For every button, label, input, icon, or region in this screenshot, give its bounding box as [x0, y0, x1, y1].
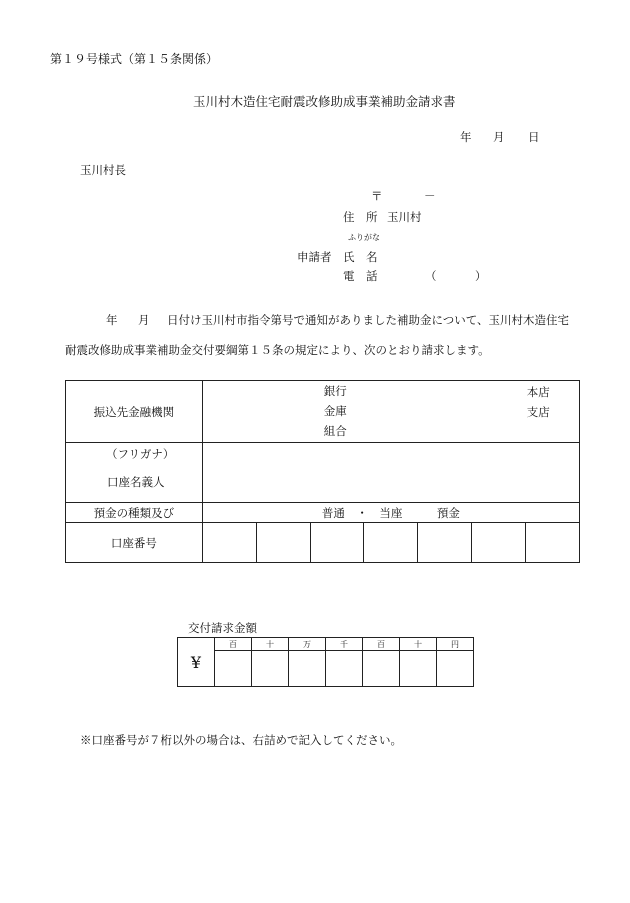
digit-header-label: 万	[303, 639, 311, 649]
bank-name-cell[interactable]	[202, 381, 579, 443]
bank-label-cell	[66, 381, 203, 443]
body-line2: 耐震改修助成事業補助金交付要綱第１５条の規定により、次のとおり請求します。	[65, 343, 490, 357]
address-value: 玉川村	[387, 210, 422, 224]
date-month: 月	[493, 130, 505, 144]
postal-mark: 〒	[371, 189, 383, 203]
branch-type-main: 本店	[526, 385, 550, 399]
addressee: 玉川村長	[80, 163, 126, 177]
digit-header-hyaku-man	[215, 638, 252, 651]
body-line1: 日付け玉川村市指令第号で通知がありました補助金について、玉川村木造住宅	[167, 313, 570, 327]
account-digit-cell[interactable]	[472, 523, 526, 563]
account-digit-cell[interactable]	[364, 523, 418, 563]
address-label: 住 所	[343, 210, 378, 224]
digit-header-sen	[326, 638, 363, 651]
branch-type-branch: 支店	[526, 405, 550, 419]
digit-header-juu-man	[252, 638, 289, 651]
body-month: 月	[138, 313, 150, 327]
document-title: 玉川村木造住宅耐震改修助成事業補助金請求書	[193, 94, 456, 109]
digit-header-en	[437, 638, 474, 651]
account-number-note: ※口座番号が７桁以外の場合は、右詰めで記入してください。	[80, 733, 402, 747]
amount-table	[177, 637, 474, 687]
postal-dash: －	[424, 189, 436, 203]
deposit-types: 普通 ・ 当座 預金	[321, 505, 460, 520]
phone-paren-open: （	[425, 269, 437, 283]
bank-type-shinkin: 金庫	[323, 404, 347, 418]
deposit-label: 預金の種類及び	[93, 505, 175, 520]
amount-digit-cell[interactable]	[326, 651, 363, 687]
bank-label: 振込先金融機関	[93, 404, 175, 419]
account-digit-cell[interactable]	[418, 523, 472, 563]
yen-sign: ¥	[190, 652, 202, 672]
account-label: 口座番号	[110, 535, 157, 550]
form-number: 第１９号様式（第１５条関係）	[50, 52, 219, 66]
bank-info-table	[65, 380, 580, 563]
digit-header-label: 百	[377, 639, 385, 649]
deposit-types-cell[interactable]	[202, 503, 579, 523]
deposit-label-cell	[66, 503, 203, 523]
furigana-label: ふりがな	[348, 233, 380, 242]
digit-header-label: 千	[340, 639, 348, 649]
account-label-cell	[66, 523, 203, 563]
date-day: 日	[528, 130, 540, 144]
phone-label: 電 話	[343, 269, 378, 283]
holder-label: 口座名義人	[107, 475, 165, 489]
date-year: 年	[460, 130, 472, 144]
digit-header-man	[289, 638, 326, 651]
holder-name-cell[interactable]	[202, 443, 579, 503]
amount-label: 交付請求金額	[188, 621, 257, 635]
amount-digit-cell[interactable]	[400, 651, 437, 687]
account-digit-cell[interactable]	[202, 523, 256, 563]
amount-digit-cell[interactable]	[215, 651, 252, 687]
name-label: 氏 名	[343, 250, 378, 264]
account-digit-cell[interactable]	[310, 523, 364, 563]
bank-type-kumiai: 組合	[323, 424, 347, 438]
amount-digit-cell[interactable]	[437, 651, 474, 687]
digit-header-label: 円	[451, 639, 459, 649]
bank-type-bank: 銀行	[323, 384, 347, 398]
body-year: 年	[106, 313, 118, 327]
phone-paren-close: ）	[475, 269, 487, 283]
digit-header-juu	[400, 638, 437, 651]
yen-cell	[178, 638, 215, 687]
digit-header-hyaku	[363, 638, 400, 651]
holder-label-cell	[66, 443, 203, 503]
amount-digit-cell[interactable]	[252, 651, 289, 687]
digit-header-label: 百	[229, 639, 237, 649]
digit-header-label: 十	[414, 639, 422, 649]
account-digit-cell[interactable]	[526, 523, 580, 563]
amount-digit-cell[interactable]	[289, 651, 326, 687]
amount-digit-cell[interactable]	[363, 651, 400, 687]
account-digit-cell[interactable]	[256, 523, 310, 563]
applicant-role: 申請者	[297, 250, 332, 264]
furigana-header: （フリガナ）	[106, 447, 175, 461]
digit-header-label: 十	[266, 639, 274, 649]
